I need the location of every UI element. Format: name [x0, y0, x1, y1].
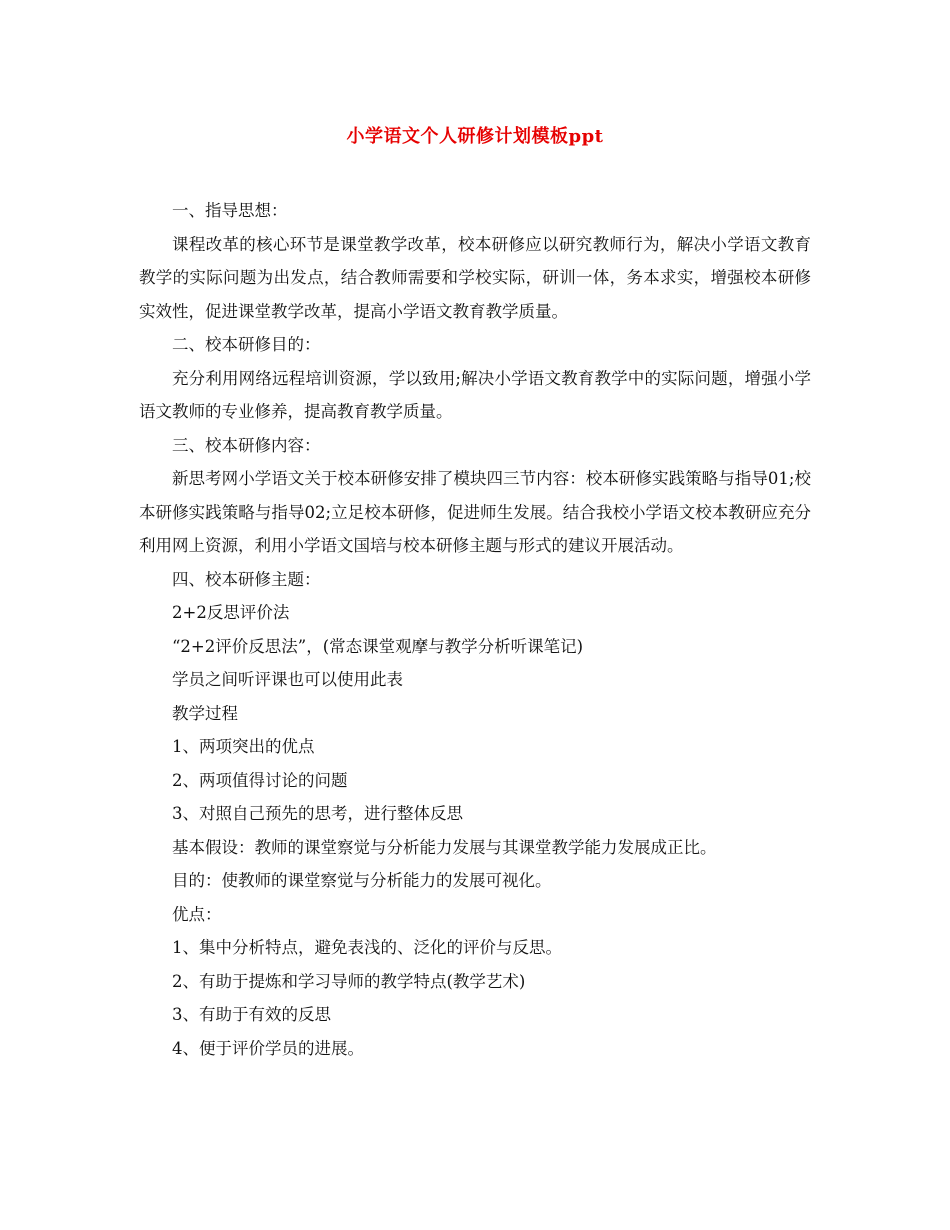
document-title: 小学语文个人研修计划模板ppt — [346, 126, 604, 147]
heading-research-purpose: 二、校本研修目的： — [172, 335, 321, 354]
list-item-advantage-4: 4、便于评价学员的进展。 — [172, 1038, 364, 1058]
line-method-quote: “2+2评价反思法”，(常态课堂观摩与教学分析听课笔记) — [172, 636, 584, 656]
heading-research-theme: 四、校本研修主题： — [172, 569, 321, 589]
line-basic-assumption: 基本假设：教师的课堂察觉与分析能力发展与其课堂教学能力发展成正比。 — [172, 837, 717, 857]
heading-research-content: 三、校本研修内容： — [172, 435, 321, 455]
heading-advantages: 优点： — [172, 904, 222, 924]
list-item-discussion: 2、两项值得讨论的问题 — [172, 770, 348, 790]
line-teaching-process: 教学过程 — [172, 703, 238, 723]
line-method-name: 2+2反思评价法 — [172, 603, 290, 622]
paragraph-research-purpose: 充分利用网络远程培训资源，学以致用;解决小学语文教育教学中的实际问题，增强小学语文教师的专业修养，提高教育教学质量。 — [139, 368, 811, 421]
paragraph-research-content: 新思考网小学语文关于校本研修安排了模块四三节内容：校本研修实践策略与指导01;校本研修实践策略与指导02;立足校本研修，促进师生发展。结合我校小学语文校本教研应充分利用网上资源，利用小学语文国培与校本研修主题与形式的建议开展活动。 — [139, 469, 811, 555]
list-item-advantage-3: 3、有助于有效的反思 — [172, 1005, 331, 1024]
list-item-strengths: 1、两项突出的优点 — [172, 737, 315, 756]
paragraph-guiding-ideology: 课程改革的核心环节是课堂教学改革，校本研修应以研究教师行为，解决小学语文教育教学的实际问题为出发点，结合教师需要和学校实际，研训一体，务本求实，增强校本研修实效性，促进课堂教学改革，提高小学语文教育教学质量。 — [139, 234, 811, 321]
heading-guiding-ideology: 一、指导思想： — [172, 201, 288, 220]
line-goal: 目的：使教师的课堂察觉与分析能力的发展可视化。 — [172, 871, 552, 890]
document-body — [139, 194, 811, 1065]
list-item-advantage-2: 2、有助于提炼和学习导师的教学特点(教学艺术) — [172, 971, 526, 991]
list-item-advantage-1: 1、集中分析特点，避免表浅的、泛化的评价与反思。 — [172, 938, 562, 957]
list-item-reflection: 3、对照自己预先的思考，进行整体反思 — [172, 804, 463, 823]
line-peer-review: 学员之间听评课也可以使用此表 — [172, 670, 403, 689]
